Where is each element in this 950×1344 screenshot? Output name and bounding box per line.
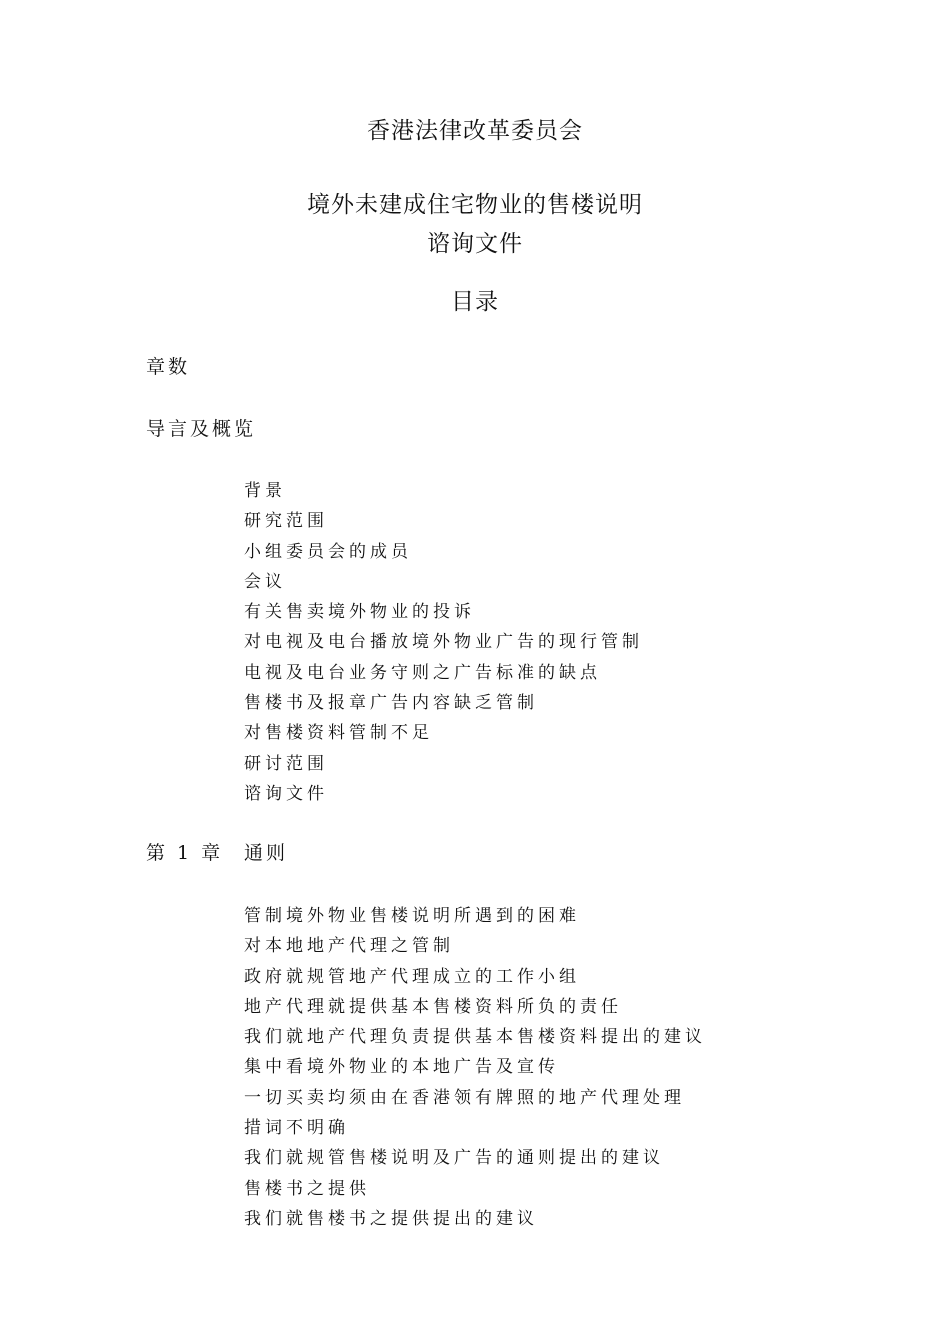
- document-subtitle: 谘询文件: [427, 231, 523, 257]
- toc-item: 小组委员会的成员: [244, 541, 412, 562]
- toc-item: 一切买卖均须由在香港领有牌照的地产代理处理: [244, 1087, 685, 1108]
- toc-item: 售楼书之提供: [244, 1178, 370, 1199]
- toc-item: 我们就规管售楼说明及广告的通则提出的建议: [244, 1148, 664, 1169]
- toc-item: 售楼书及报章广告内容缺乏管制: [244, 693, 538, 714]
- toc-item: 研究范围: [244, 511, 328, 532]
- toc-item: 对售楼资料管制不足: [244, 723, 433, 744]
- toc-item: 对本地地产代理之管制: [244, 936, 454, 957]
- chapter-1-label: 第 1 章: [146, 842, 224, 864]
- toc-item: 电视及电台业务守则之广告标准的缺点: [244, 662, 601, 683]
- toc-item: 会议: [244, 571, 286, 592]
- toc-item: 地产代理就提供基本售楼资料所负的责任: [244, 996, 622, 1017]
- toc-item: 背景: [244, 481, 286, 501]
- chapter-1-toc-list: [244, 901, 706, 1234]
- chapter-1-heading: [146, 840, 288, 866]
- toc-item: 对电视及电台播放境外物业广告的现行管制: [244, 632, 643, 653]
- toc-item: 我们就地产代理负责提供基本售楼资料提出的建议: [244, 1027, 706, 1048]
- toc-item: 我们就售楼书之提供提出的建议: [244, 1208, 538, 1229]
- document-title: 境外未建成住宅物业的售楼说明: [307, 192, 643, 218]
- organization-name: 香港法律改革委员会: [367, 118, 583, 144]
- toc-item: 管制境外物业售楼说明所遇到的困难: [244, 906, 580, 926]
- toc-item: 有关售卖境外物业的投诉: [244, 602, 475, 623]
- contents-title: 目录: [451, 289, 499, 315]
- intro-section-title: 导言及概览: [146, 418, 257, 440]
- chapter-1-title: 通则: [244, 842, 289, 864]
- toc-item: 措词不明确: [244, 1118, 349, 1139]
- toc-item: 研讨范围: [244, 753, 328, 774]
- toc-item: 谘询文件: [244, 783, 328, 804]
- toc-item: 政府就规管地产代理成立的工作小组: [244, 966, 580, 987]
- toc-item: 集中看境外物业的本地广告及宣传: [244, 1057, 559, 1078]
- intro-toc-list: [244, 476, 643, 809]
- chapter-column-label: 章数: [146, 356, 191, 378]
